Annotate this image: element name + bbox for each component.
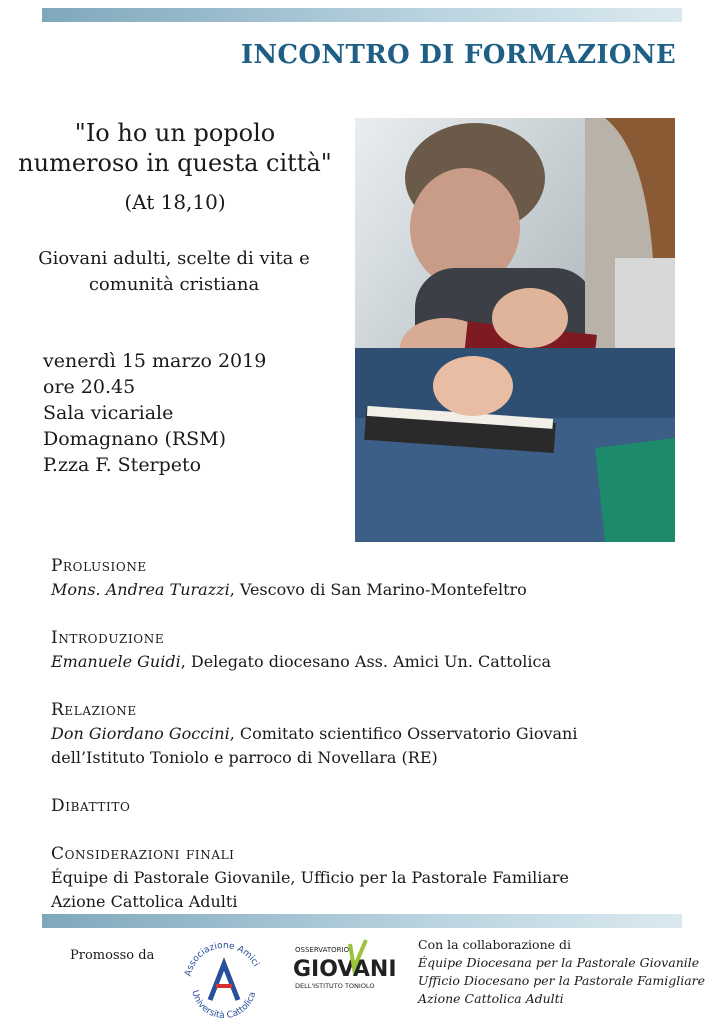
subtitle-line-2: comunità cristiana <box>88 274 260 295</box>
bible-quote <box>14 118 336 178</box>
relazione-speaker: Don Giordano Goccini <box>51 724 230 743</box>
relazione-heading: Relazione <box>51 700 137 720</box>
promoted-by-label: Promosso da <box>70 948 155 963</box>
considerazioni-line-1: Équipe di Pastorale Giovanile, Ufficio per la Pastorale Familiare <box>51 868 569 887</box>
bottom-decorative-bar <box>42 914 682 928</box>
section-relazione <box>51 698 691 770</box>
quote-line-2: numeroso in questa città" <box>18 149 332 177</box>
dibattito-heading: Dibattito <box>51 796 131 816</box>
giovani-logo-main: GIOVANI <box>293 957 397 982</box>
event-details <box>43 348 266 478</box>
giovani-logo-bottom: DELL'ISTITUTO TONIOLO <box>295 982 375 990</box>
collab-heading: Con la collaborazione di <box>418 937 571 952</box>
collab-line-3: Azione Cattolica Adulti <box>418 991 564 1006</box>
event-date: venerdì 15 marzo 2019 <box>43 350 267 372</box>
introduzione-heading: Introduzione <box>51 628 165 648</box>
introduzione-speaker: Emanuele Guidi <box>51 652 181 671</box>
collab-line-2: Ufficio Diocesano per la Pastorale Famigliare <box>418 973 706 988</box>
relazione-role: , Comitato scientifico Osservatorio Giovani <box>229 724 578 743</box>
associazione-amici-logo <box>180 934 268 1022</box>
introduzione-role: , Delegato diocesano Ass. Amici Un. Cattolica <box>180 652 552 671</box>
section-prolusione <box>51 554 691 602</box>
top-decorative-bar <box>42 8 682 22</box>
assoc-logo-text-bottom: Università Cattolica <box>189 989 259 1022</box>
prolusione-role: , Vescovo di San Marino-Montefeltro <box>229 580 527 599</box>
considerazioni-heading: Considerazioni finali <box>51 844 235 864</box>
photo-illustration <box>355 118 675 542</box>
section-dibattito <box>51 794 691 818</box>
giovani-logo-top: OSSERVATORIO <box>295 946 350 954</box>
event-program <box>51 554 691 938</box>
quote-line-1: "Io ho un popolo <box>74 119 276 147</box>
event-address: P.zza F. Sterpeto <box>43 454 202 476</box>
relazione-role-line-2: dell’Istituto Toniolo e parroco di Novellara (RE) <box>51 748 438 767</box>
section-considerazioni <box>51 842 691 914</box>
collaboration-block <box>418 936 705 1008</box>
subtitle-line-1: Giovani adulti, scelte di vita e <box>38 248 310 269</box>
osservatorio-giovani-logo <box>290 938 405 998</box>
praying-hands-photo <box>355 118 675 542</box>
collab-line-1: Équipe Diocesana per la Pastorale Giovanile <box>418 955 700 970</box>
event-title: INCONTRO DI FORMAZIONE <box>240 40 676 70</box>
section-introduzione <box>51 626 691 674</box>
event-town: Domagnano (RSM) <box>43 428 227 450</box>
considerazioni-line-2: Azione Cattolica Adulti <box>51 892 238 911</box>
prolusione-speaker: Mons. Andrea Turazzi <box>51 580 230 599</box>
quote-reference: (At 18,10) <box>124 190 226 214</box>
event-venue: Sala vicariale <box>43 402 174 424</box>
assoc-logo-text-top: Associazione Amici <box>183 940 261 978</box>
event-subtitle <box>24 246 324 298</box>
event-time: ore 20.45 <box>43 376 136 398</box>
prolusione-heading: Prolusione <box>51 556 147 576</box>
